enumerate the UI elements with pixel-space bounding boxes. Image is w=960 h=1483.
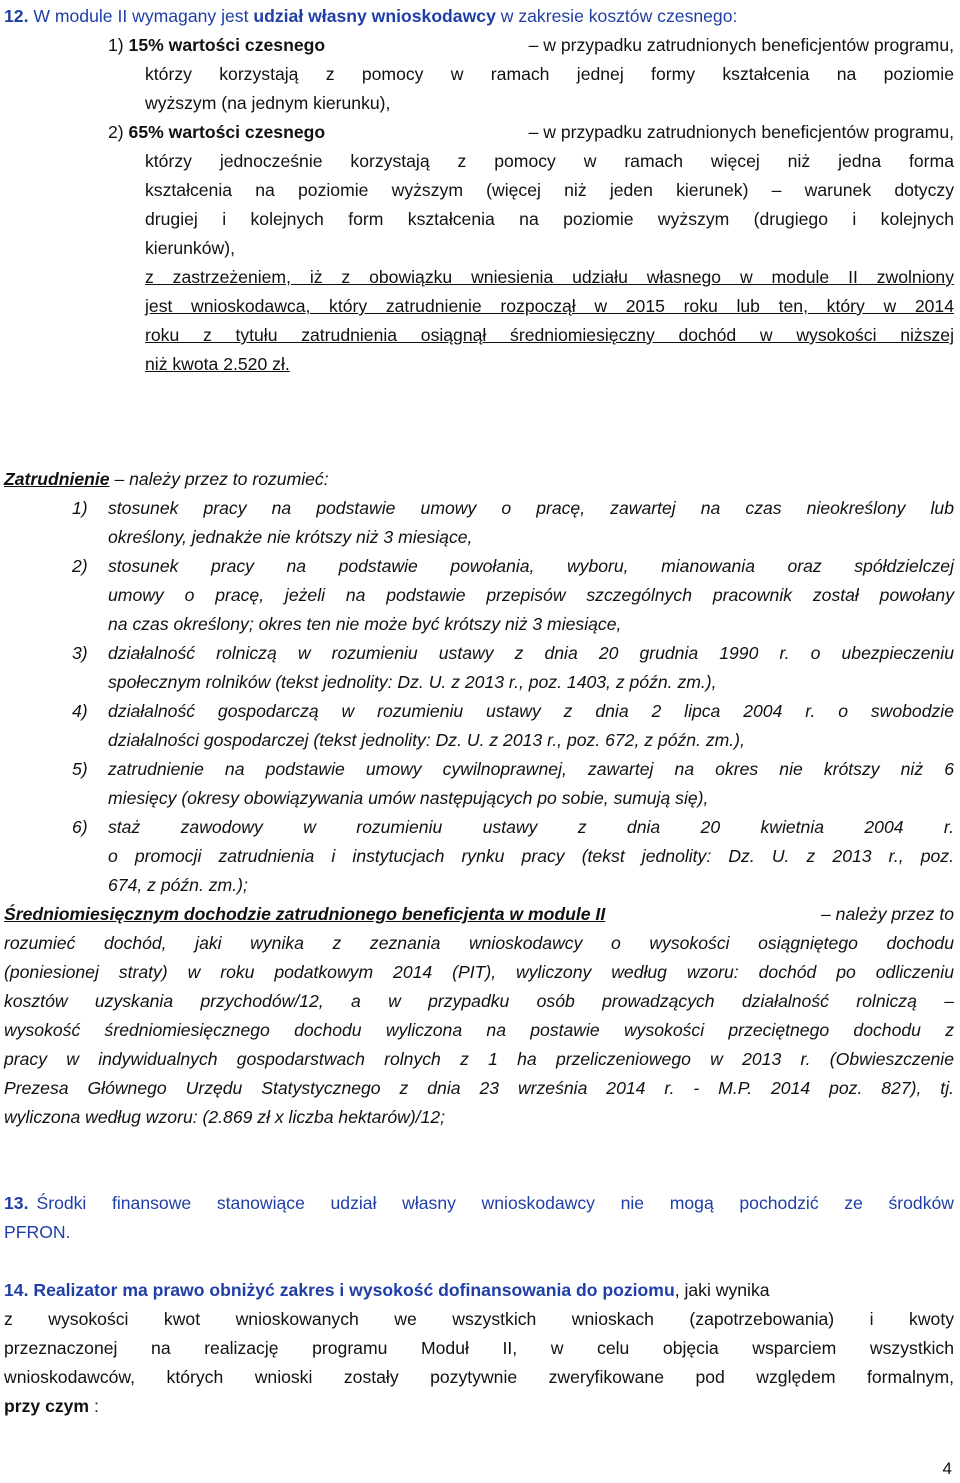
section-13-text: Środki finansowe stanowiące udział własny wnioskodawcy nie mogą pochodzić ze środków: [36, 1193, 954, 1213]
employment-item4-number: 4): [72, 701, 88, 721]
heading-text-a: W module II wymagany jest: [33, 6, 249, 26]
income-definition-line5: wysokość średniomiesięcznego dochodu wyliczona na postawie wysokości przeciętnego dochodu z: [4, 1020, 954, 1040]
item1-text: – w przypadku zatrudnionych beneficjentów programu,: [528, 35, 954, 55]
section-14-line2: z wysokości kwot wnioskowanych we wszystkich wnioskach (zapotrzebowania) i kwoty: [4, 1309, 954, 1329]
heading-text-c: w zakresie kosztów czesnego:: [500, 6, 738, 26]
income-definition-line4: kosztów uzyskania przychodów/12, a w przypadku osób prowadzących działalność rolniczą –: [4, 991, 954, 1011]
employment-item3-line1: działalność rolniczą w rozumieniu ustawy z dnia 20 grudnia 1990 r. o ubezpieczeniu: [108, 643, 954, 663]
section-14-bold-end: przy czym: [4, 1396, 90, 1416]
employment-intro: – należy przez to rozumieć:: [114, 469, 329, 489]
s12-item2-line2: którzy jednocześnie korzystają z pomocy w ramach więcej niż jedna forma: [145, 151, 954, 171]
employment-item5-line2: miesięcy (okresy obowiązywania umów następujących po sobie, sumują się),: [108, 788, 709, 808]
section-14-colon: :: [89, 1396, 99, 1416]
item2-bold: 65% wartości czesnego: [128, 122, 326, 142]
reservation-line2: jest wnioskodawca, który zatrudnienie rozpoczął w 2015 roku lub ten, który w 2014: [145, 296, 954, 316]
employment-item1-line1: stosunek pracy na podstawie umowy o pracę, zawartej na czas nieokreślony lub: [108, 498, 954, 518]
list-number: 1): [108, 35, 124, 55]
employment-item2-number: 2): [72, 556, 88, 576]
s12-item2-line5: kierunków),: [145, 238, 235, 258]
income-definition-line2: rozumieć dochód, jaki wynika z zeznania wnioskodawcy o wysokości osiągniętego dochodu: [4, 933, 954, 953]
employment-item5-line1: zatrudnienie na podstawie umowy cywilnoprawnej, zawartej na okres nie krótszy niż 6: [108, 759, 954, 779]
income-intro: – należy przez to: [820, 904, 954, 924]
list-number: 2): [108, 122, 124, 142]
reservation-line3: roku z tytułu zatrudnienia osiągnął średniomiesięczny dochód w wysokości niższej: [145, 325, 954, 345]
section-14-line1: [4, 1276, 954, 1304]
s12-item2-line3: kształcenia na poziomie wyższym (więcej niż jeden kierunek) – warunek dotyczy: [145, 180, 954, 200]
s12-item1-line2: którzy korzystają z pomocy w ramach jednej formy kształcenia na poziomie: [145, 64, 954, 84]
s12-item2-line1: [108, 118, 954, 146]
income-definition-line7: Prezesa Głównego Urzędu Statystycznego z dnia 23 września 2014 r. - M.P. 2014 poz. 827), tj.: [4, 1078, 954, 1098]
employment-item2-line3: na czas określony; okres ten nie może być krótszy niż 3 miesiące,: [108, 614, 622, 634]
employment-definition-heading: [4, 465, 329, 493]
income-definition-line6: pracy w indywidualnych gospodarstwach rolnych z 1 ha przeliczeniowego w 2013 r. (Obwieszczenie: [4, 1049, 954, 1069]
employment-item6-number: 6): [72, 817, 88, 837]
section-13-number: 13.: [4, 1193, 29, 1213]
income-definition-line3: (poniesionej straty) w roku podatkowym 2014 (PIT), wyliczony według wzoru: dochód po odliczeniu: [4, 962, 954, 982]
income-definition-line1: [4, 900, 954, 928]
section-14-text: , jaki wynika: [674, 1280, 770, 1300]
employment-item3-line2: społecznym rolników (tekst jednolity: Dz. U. z 2013 r., poz. 1403, z późn. zm.),: [108, 672, 717, 692]
employment-item6-line2: o promocji zatrudnienia i instytucjach rynku pracy (tekst jednolity: Dz. U. z 2013 r., poz.: [108, 846, 954, 866]
section-13-line2: PFRON.: [4, 1222, 71, 1242]
item1-bold: 15% wartości czesnego: [128, 35, 326, 55]
s12-item1-line1: [108, 31, 954, 59]
employment-item3-number: 3): [72, 643, 88, 663]
employment-item4-line2: działalności gospodarczej (tekst jednolity: Dz. U. z 2013 r., poz. 672, z późn. zm.),: [108, 730, 745, 750]
s12-item2-line4: drugiej i kolejnych form kształcenia na poziomie wyższym (drugiego i kolejnych: [145, 209, 954, 229]
section-12-number: 12.: [4, 6, 29, 26]
reservation-line1: z zastrzeżeniem, iż z obowiązku wniesienia udziału własnego w module II zwolniony: [145, 267, 954, 287]
employment-item1-line2: określony, jednakże nie krótszy niż 3 miesiące,: [108, 527, 473, 547]
section-12-heading: [4, 2, 737, 30]
income-term: Średniomiesięcznym dochodzie zatrudnionego beneficjenta w module II: [4, 904, 606, 924]
employment-item4-line1: działalność gospodarczą w rozumieniu ustawy z dnia 2 lipca 2004 r. o swobodzie: [108, 701, 954, 721]
page-number: 4: [942, 1459, 952, 1478]
reservation-line4: niż kwota 2.520 zł.: [145, 354, 290, 374]
section-13-line1: [4, 1189, 954, 1217]
s12-item1-line3: wyższym (na jednym kierunku),: [145, 93, 391, 113]
employment-item2-line2: umowy o pracę, jeżeli na podstawie przepisów szczególnych pracownik został powołany: [108, 585, 954, 605]
employment-term: Zatrudnienie: [4, 469, 110, 489]
item2-text: – w przypadku zatrudnionych beneficjentów programu,: [528, 122, 954, 142]
employment-item1-number: 1): [72, 498, 88, 518]
employment-item6-line3: 674, z późn. zm.);: [108, 875, 248, 895]
employment-item5-number: 5): [72, 759, 88, 779]
section-14-line5: [4, 1392, 99, 1420]
heading-text-bold: udział własny wnioskodawcy: [253, 6, 496, 26]
employment-item2-line1: stosunek pracy na podstawie powołania, wyboru, mianowania oraz spółdzielczej: [108, 556, 954, 576]
section-14-bold-text: Realizator ma prawo obniżyć zakres i wysokość dofinansowania do poziomu: [33, 1280, 675, 1300]
section-14-number: 14.: [4, 1280, 29, 1300]
employment-item6-line1: staż zawodowy w rozumieniu ustawy z dnia 20 kwietnia 2004 r.: [108, 817, 954, 837]
section-14-line3: przeznaczonej na realizację programu Moduł II, w celu objęcia wsparciem wszystkich: [4, 1338, 954, 1358]
income-definition-line8: wyliczona według wzoru: (2.869 zł x liczba hektarów)/12;: [4, 1107, 446, 1127]
section-14-line4: wnioskodawców, których wnioski zostały pozytywnie zweryfikowane pod względem formalnym,: [4, 1367, 954, 1387]
